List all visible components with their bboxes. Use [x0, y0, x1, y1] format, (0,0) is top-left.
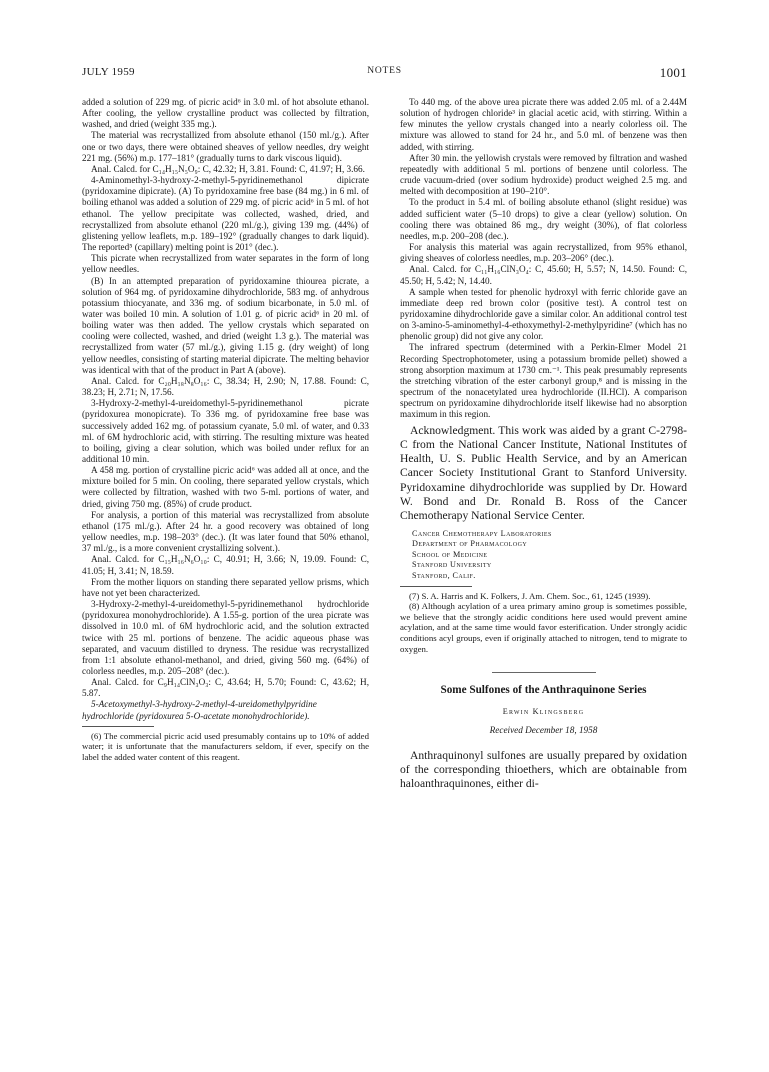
left-column	[82, 97, 369, 763]
acknowledgment-block	[400, 424, 687, 524]
footnote-8: (8) Although acylation of a urea primary amino group is sometimes possible, we believe that the strongly acidic conditions here used would prevent amine acylation, and at the same time would favor esterification. Under strongly acidic conditions acyl groups, even if originally attached to nitrogen, tend to migrate to oxygen.	[400, 601, 687, 654]
affiliation-line: Department of Pharmacology	[412, 539, 528, 549]
article-author: Erwin Klingsberg	[502, 707, 585, 717]
article-first-paragraph: Anthraquinonyl sulfones are usually prepared by oxidation of the corresponding thioethers, which are obtainable from haloanthraquinones, either di-	[400, 748, 687, 791]
paragraph: For analysis, a portion of this material was recrystallized from absolute ethanol (175 ml./g.). After 24 hr. a good recovery was obtained of long yellow needles, m.p. 198–203° (dec.). (It was later found that 50% ethanol, 37 ml./g., is a more convenient crystallizing solvent.).	[82, 509, 369, 554]
received-date: Received December 18, 1958	[489, 725, 598, 736]
paragraph: A 458 mg. portion of crystalline picric acid⁶ was added all at once, and the mixture boiled for 5 min. On cooling, there separated yellow crystals, which were collected by filtration, washed with two 5-ml. portions of water, and dried, giving 750 mg. (85%) of crude product.	[82, 465, 369, 509]
acknowledgment: Acknowledgment. This work was aided by a grant C-2798-C from the National Cancer Institute, National Institutes of Health, U. S. Public Health Service, and by an American Cancer Society Institutional Grant to Stanford University. Pyridoxamine dihydrochloride was supplied by Dr. Howard W. Bond and Dr. Ronald B. Ross of the Cancer Chemotherapy National Service Center.	[400, 423, 687, 523]
paragraph: The material was recrystallized from absolute ethanol (150 ml./g.). After one or two days, there were obtained sheaves of yellow needles, dry weight 221 mg. (56%) m.p. 177–181° (gradually turns to dark viscous liquid).	[82, 130, 369, 163]
article-body	[400, 749, 687, 792]
paragraph: To 440 mg. of the above urea picrate there was added 2.05 ml. of a 2.44M solution of hydrogen chloride³ in glacial acetic acid, with stirring. Within a few minutes the yellow crystals changed into a nearly colorless oil. The mixture was allowed to stand for 24 hr., and 5.0 ml. of benzene was then added, with stirring.	[400, 97, 687, 152]
analysis-line: Anal. Calcd. for C₂₀H₁₈N₈O₁₆: C, 38.34; H, 2.90; N, 17.88. Found: C, 38.23; H, 2.71; N, 17.56.	[82, 375, 369, 398]
paragraph: 4-Aminomethyl-3-hydroxy-2-methyl-5-pyridinemethanol dipicrate (pyridoxamine dipicrate). (A) To pyridoxamine free base (84 mg.) in 6 ml. of boiling ethanol was added a solution of 229 mg. of picric acid⁶ in 5 ml. of hot ethanol. The yellow precipitate was collected, washed, dried, and recrystallized from absolute ethanol (220 ml./g.), giving 139 mg. (44%) of glistening yellow leaflets, m.p. 189–192° (gradually changes to dark liquid). The reported⁵ (capillary) melting point is 201° (dec.).	[82, 175, 369, 253]
affiliation-line: Cancer Chemotherapy Laboratories	[412, 528, 552, 538]
right-column	[400, 97, 687, 792]
paragraph: 3-Hydroxy-2-methyl-4-ureidomethyl-5-pyridinemethanol hydrochloride (pyridoxurea monohydrochloride). A 1.55-g. portion of the urea picrate was dissolved in 10.0 ml. of 6M hydrochloric acid, and the solution extracted twice with 25 ml. portions of benzene. The acidic aqueous phase was separated, and vacuum distilled to dryness. The residue was recrystallized from 1:1 absolute ethanol-methanol, and dried, giving 560 mg. (64%) of colorless needles, m.p. 205–208° (dec.).	[82, 599, 369, 676]
paragraph: For analysis this material was again recrystallized, from 95% ethanol, giving sheaves of colorless needles, m.p. 203–206° (dec.).	[400, 242, 687, 264]
footnote-7: (7) S. A. Harris and K. Folkers, J. Am. Chem. Soc., 61, 1245 (1939).	[409, 590, 651, 601]
article-title: Some Sulfones of the Anthraquinone Series	[440, 684, 647, 697]
footnote-rule	[400, 586, 472, 587]
running-header	[82, 66, 687, 82]
analysis-line: Anal. Calcd. for C₉H₁₄ClN₃O₃: C, 43.64; H, 5.70; Found: C, 43.62; H, 5.87.	[82, 677, 369, 699]
page-number: 1001	[659, 65, 687, 80]
analysis-line: Anal. Calcd. for C₁₅H₁₆N₆O₁₀: C, 40.91; H, 3.66; N, 19.09. Found: C, 41.05; H, 3.41; N, 18.59.	[82, 554, 369, 576]
section-heading: 5-Acetoxymethyl-3-hydroxy-2-methyl-4-ureidomethylpyridine hydrochloride (pyridoxurea 5-O-acetate monohydrochloride).	[82, 699, 317, 721]
footnote-6: (6) The commercial picric acid used presumably contains up to 10% of added water; it is unfortunate that the manufacturers seldom, if ever, specify on the label the added water content of this reagent.	[82, 730, 369, 762]
article-separator	[492, 672, 596, 673]
paragraph: 3-Hydroxy-2-methyl-4-ureidomethyl-5-pyridinemethanol picrate (pyridoxurea monopicrate). To 336 mg. of pyridoxamine free base was successively added 162 mg. of potassium cyanate, 5.0 ml. of water, and 0.33 ml. of 6M hydrochloric acid, with stirring. The resulting mixture was heated to boiling, giving a clear solution, which was boiled under reflux for an additional 10 min.	[82, 398, 369, 464]
header-section: NOTES	[367, 66, 402, 76]
analysis-line: Anal. Calcd. for C₁₄H₁₅N₅O₉: C, 42.32; H, 3.81. Found: C, 41.97; H, 3.66.	[91, 163, 365, 174]
affiliation-line: School of Medicine	[412, 549, 488, 559]
affiliation-line: Stanford University	[412, 560, 492, 570]
paragraph: A sample when tested for phenolic hydroxyl with ferric chloride gave an immediate deep red brown color (positive test). A control test on pyridoxamine dihydrochloride gave a similar color. An additional control test on 3-amino-5-aminomethyl-4-ethoxymethyl-2-methylpyridine⁷ (which has no phenolic group) did not give any color.	[400, 286, 687, 342]
paragraph: The infrared spectrum (determined with a Perkin-Elmer Model 21 Recording Spectrophotometer, using a potassium bromide pellet) showed a strong absorption maximum at 1730 cm.⁻¹. This peak presumably represents the stretching vibration of the ester carbonyl group,⁸ and is missing in the spectrum of the nonacetylated urea hydrochloride (II.HCl). A comparison spectrum on pyridoxamine dihydrochloride itself likewise had no absorption maximum in this region.	[400, 342, 687, 420]
footnote-rule	[82, 726, 154, 727]
paragraph: This picrate when recrystallized from water separates in the form of long yellow needles.	[82, 253, 369, 275]
header-date: JULY 1959	[82, 66, 135, 78]
paragraph: After 30 min. the yellowish crystals were removed by filtration and washed repeatedly with additional 5 ml. portions of benzene until colorless. The crude vacuum-dried (over sodium hydroxide) product weighed 2.5 mg. and melted with decomposition at 190–210°.	[400, 152, 687, 197]
paragraph: From the mother liquors on standing there separated yellow prisms, which have not yet been characterized.	[82, 576, 369, 598]
analysis-line: Anal. Calcd. for C₁₁H₁₆ClN₃O₄: C, 45.60; H, 5.57; N, 14.50. Found: C, 45.50; H, 5.42; N, 14.40.	[400, 264, 687, 286]
paragraph: added a solution of 229 mg. of picric acid⁶ in 3.0 ml. of hot absolute ethanol. After cooling, the yellow crystalline product was collected by filtration, washed, and dried (weight 335 mg.).	[82, 97, 369, 130]
paragraph: To the product in 5.4 ml. of boiling absolute ethanol (slight residue) was added sufficient water (5–10 drops) to give a clear (yellow) solution. On cooling there was obtained 86 mg., dry weight (30%), of flat colorless needles, m.p. 200–208 (dec.).	[400, 197, 687, 241]
affiliation-line: Stanford, Calif.	[412, 570, 476, 580]
paragraph: (B) In an attempted preparation of pyridoxamine thiourea picrate, a solution of 964 mg. of pyridoxamine dihydrochloride, 583 mg. of anhydrous potassium thiocyanate, and 336 mg. of sodium bicarbonate, in 5.0 ml. of water was boiled 10 min. A solution of 1.01 g. of picric acid⁶ in 20 ml. of boiling water was then added. The yellow crystals which separated on cooling were collected, washed, and dried (weight 1.3 g.). The material was recrystallized from water (57 ml./g.), giving 1.15 g. (dry weight) of long yellow needles, consisting of starting material dipicrate. The melting behavior was identical with that of the product in Part A (above).	[82, 275, 369, 375]
affiliation	[412, 529, 687, 582]
